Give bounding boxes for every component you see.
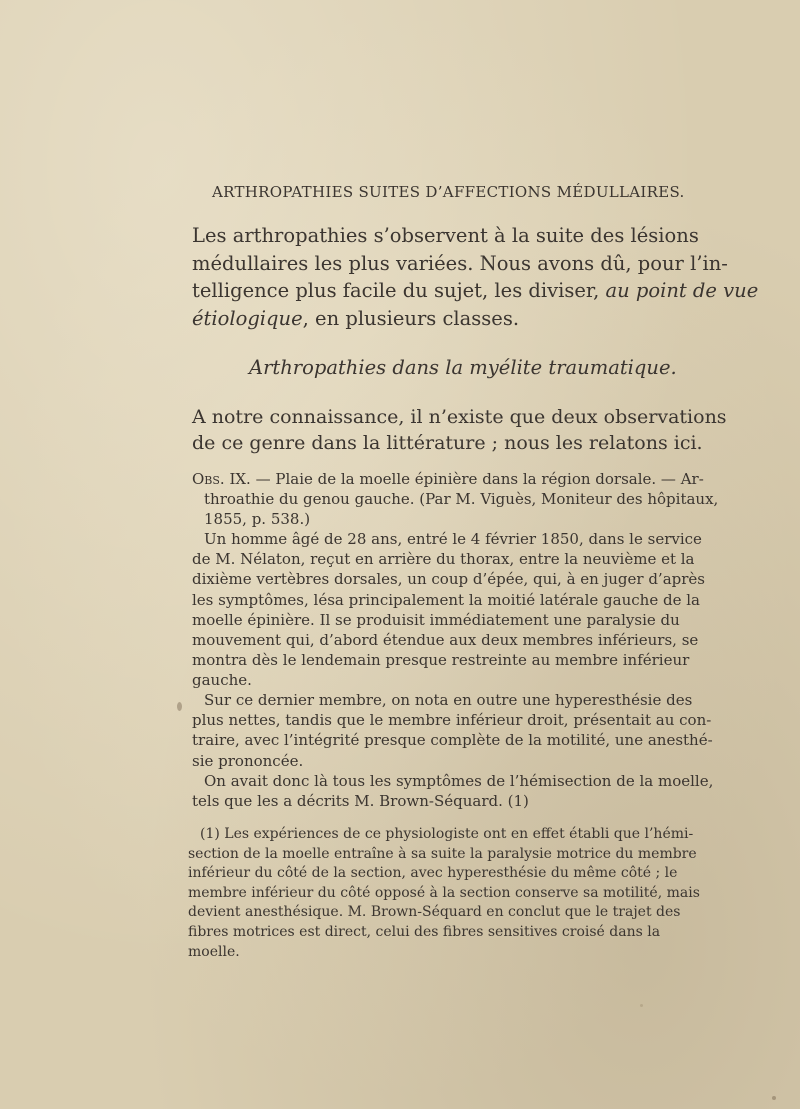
case-line: tels que les a décrits M. Brown-Séquard. (1) — [192, 792, 529, 811]
footnote-line: devient anesthésique. M. Brown-Séquard en conclut que le trajet des — [188, 904, 681, 921]
section-title: Arthropathies dans la myélite traumatique. — [249, 356, 677, 379]
case-line: dixième vertèbres dorsales, un coup d’épée, qui, à en juger d’après — [192, 570, 705, 589]
lead-text: , en plusieurs classes. — [302, 306, 520, 330]
case-line: traire, avec l’intégrité presque complète de la motilité, une anesthé- — [192, 731, 713, 750]
lead-line: Les arthropathies s’observent à la suite des lésions — [192, 224, 699, 247]
paper-speck — [177, 702, 182, 711]
case-line: les symptômes, lésa principalement la moitié latérale gauche de la — [192, 590, 700, 609]
running-header: ARTHROPATHIES SUITES D’AFFECTIONS MÉDULLAIRES. — [212, 183, 685, 201]
lead-paragraph — [192, 222, 759, 332]
case-line: de M. Nélaton, reçut en arrière du thorax, entre la neuvième et la — [192, 550, 695, 569]
case-line: Un homme âgé de 28 ans, entré le 4 février 1850, dans le service — [204, 530, 702, 548]
obs-line: throathie du genou gauche. (Par M. Viguès, Moniteur des hôpitaux, — [204, 490, 719, 508]
lead-text: telligence plus facile du sujet, les diviser, — [192, 279, 606, 302]
case-line: moelle épinière. Il se produisit immédiatement une paralysie du — [192, 610, 680, 629]
obs-label: Obs. IX. — [192, 470, 251, 488]
paper-speck — [640, 1004, 643, 1007]
case-line: sie prononcée. — [192, 751, 304, 770]
obs-line: 1855, p. 538.) — [204, 510, 311, 528]
case-paragraph-3 — [192, 771, 713, 811]
footnote — [188, 825, 700, 962]
case-line: Sur ce dernier membre, on nota en outre une hyperesthésie des — [204, 691, 693, 709]
case-paragraph-1 — [192, 529, 705, 691]
case-line: gauche. — [192, 671, 252, 690]
intro-line: de ce genre dans la littérature ; nous les relatons ici. — [192, 432, 703, 454]
case-paragraph-2 — [192, 690, 713, 771]
footnote-line: membre inférieur du côté opposé à la section conserve sa motilité, mais — [188, 884, 700, 901]
footnote-line: section de la moelle entraîne à sa suite la paralysie motrice du membre — [188, 845, 697, 862]
footnote-line: fibres motrices est direct, celui des fibres sensitives croisé dans la — [188, 923, 661, 940]
lead-line — [192, 305, 682, 333]
lead-italic: au point de vue — [605, 279, 759, 302]
case-line: mouvement qui, d’abord étendue aux deux membres inférieurs, se — [192, 631, 699, 650]
paper-speck — [772, 1096, 776, 1100]
case-line: plus nettes, tandis que le membre inférieur droit, présentait au con- — [192, 711, 712, 730]
footnote-line: inférieur du côté de la section, avec hyperesthésie du même côté ; le — [188, 865, 678, 882]
footnote-line: moelle. — [188, 943, 240, 960]
lead-line — [192, 277, 759, 305]
case-line: On avait donc là tous les symptômes de l’hémisection de la moelle, — [204, 772, 714, 790]
case-line: montra dès le lendemain presque restreinte au membre inférieur — [192, 651, 690, 670]
footnote-line: (1) Les expériences de ce physiologiste ont en effet établi que l’hémi- — [200, 826, 694, 842]
lead-italic: étiologique — [192, 306, 303, 330]
lead-line: médullaires les plus variées. Nous avons dû, pour l’in- — [192, 251, 728, 275]
intro-paragraph — [192, 404, 727, 456]
obs-title: — Plaie de la moelle épinière dans la région dorsale. — Ar- — [250, 470, 704, 488]
intro-line: A notre connaissance, il n’existe que deux observations — [192, 406, 727, 428]
obs-line — [192, 469, 718, 489]
observation-heading — [192, 469, 718, 529]
